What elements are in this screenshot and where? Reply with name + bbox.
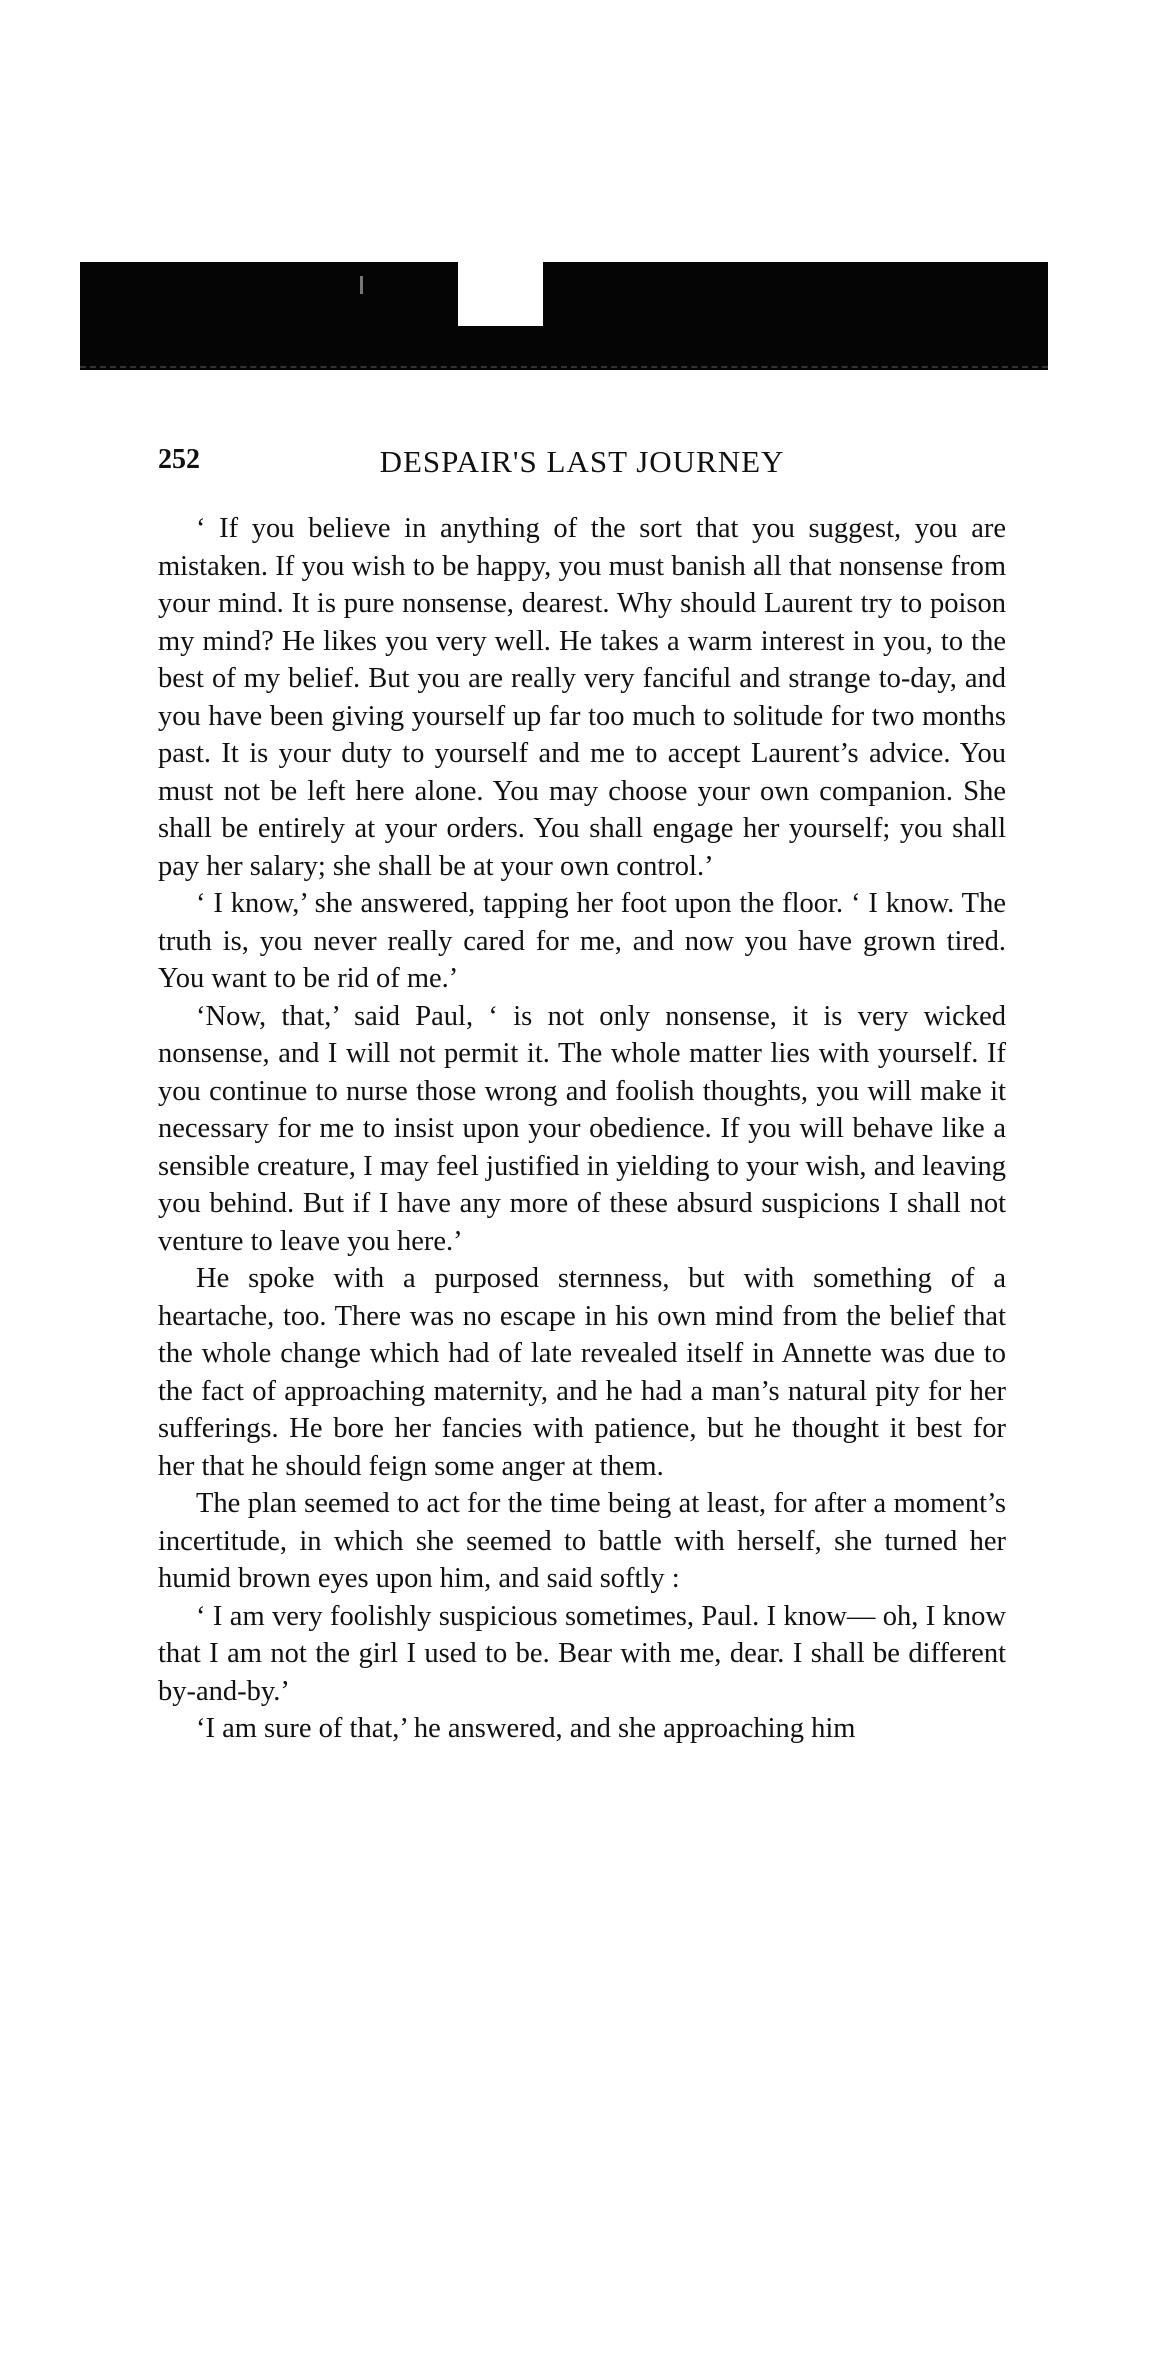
redaction-bar [80,262,1048,370]
page-header [158,444,1006,488]
bar-notch [458,262,543,326]
bar-tick [360,276,363,294]
page-number: 252 [158,444,200,475]
paragraph: ‘Now, that,’ said Paul, ‘ is not only nonsense, it is very wicked nonsense, and I will not permit it. The whole matter lies with yourself. If you continue to nurse those wrong and foolish thoughts, you will make it necessary for me to insist upon your obedience. If you will behave like a sensible creature, I may feel justified in yielding to your wish, and leaving you behind. But if I have any more of these absurd suspicions I shall not venture to leave you here.’ [158,1000,1006,1257]
scan-artifact-line [80,366,1048,372]
body-text [158,510,1006,1748]
running-title: DESPAIR'S LAST JOURNEY [379,444,785,479]
paragraph: ‘ If you believe in anything of the sort that you suggest, you are mistaken. If you wish to be happy, you must banish all that nonsense from your mind. It is pure nonsense, dearest. Why should Laurent try to poison my mind? He likes you very well. He takes a warm interest in you, to the best of my belief. But you are really very fanciful and strange to-day, and you have been giving yourself up far too much to solitude for two months past. It is your duty to yourself and me to accept Laurent’s advice. You must not be left here alone. You may choose your own companion. She shall be entirely at your orders. You shall engage her yourself; you shall pay her salary; she shall be at your own control.’ [158,513,1006,882]
paragraph: He spoke with a purposed sternness, but with something of a heartache, too. There was no escape in his own mind from the belief that the whole change which had of late revealed itself in Annette was due to the fact of approaching maternity, and he had a man’s natural pity for her sufferings. He bore her fancies with patience, but he thought it best for her that he should feign some anger at them. [158,1263,1006,1482]
paragraph: ‘I am sure of that,’ he answered, and she approaching him [196,1713,856,1744]
paragraph: ‘ I am very foolishly suspicious sometimes, Paul. I know— oh, I know that I am not the girl I used to be. Bear with me, dear. I shall be different by-and-by.’ [158,1600,1006,1707]
paragraph: ‘ I know,’ she answered, tapping her foot upon the floor. ‘ I know. The truth is, you never really cared for me, and now you have grown tired. You want to be rid of me.’ [158,888,1006,994]
paragraph: The plan seemed to act for the time being at least, for after a moment’s incertitude, in which she seemed to battle with herself, she turned her humid brown eyes upon him, and said softly : [158,1488,1006,1594]
